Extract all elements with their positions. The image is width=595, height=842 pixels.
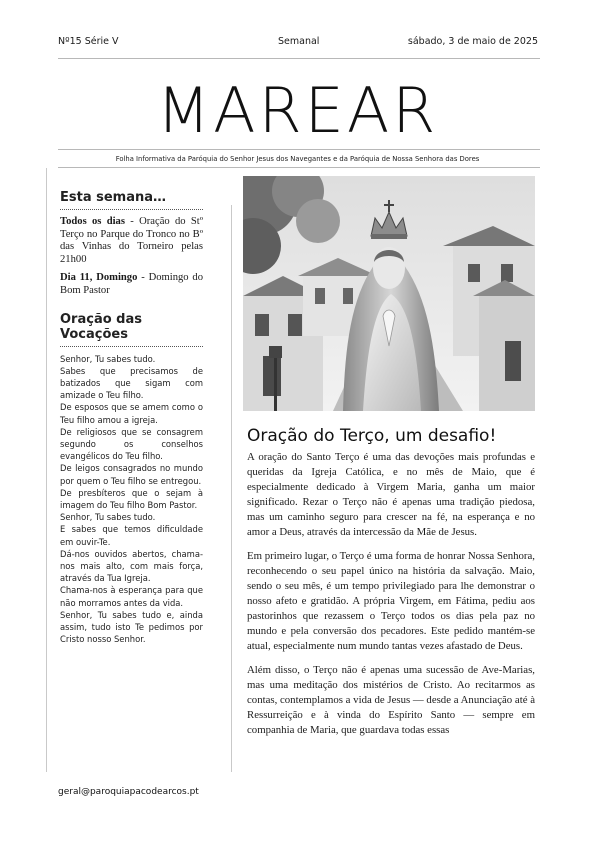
article-body xyxy=(247,450,535,747)
event-when: Todos os dias xyxy=(60,216,125,227)
prayer-line: E sabes que temos dificuldade em ouvir-Te. xyxy=(60,524,203,547)
prayer-line: De presbíteros que o sejam à imagem do Teu filho Bom Pastor. xyxy=(60,487,203,510)
event-item xyxy=(60,272,203,297)
article-paragraph: A oração do Santo Terço é uma das devoções mais profundas e queridas da Igreja Católica, e no mês de Maio, que é especialmente dedicado à Virgem Maria, ganha um maior significado. Rezar o Terço não é apenas uma tradição piedosa, mas um caminho seguro para crescer na fé, na esperança e no amor a Deus, através da intercessão da Mãe de Jesus. xyxy=(247,451,535,538)
article-title: Oração do Terço, um desafio! xyxy=(247,426,497,446)
illustration-svg xyxy=(243,176,535,411)
event-what: Domingo do Bom Pastor xyxy=(60,272,203,296)
event-what: Oração do Stº Terço no Parque do Tronco no Bº das Vinhas do Torneiro pelas 21h00 xyxy=(60,216,203,265)
issue-header xyxy=(58,36,538,50)
article-paragraph: Além disso, o Terço não é apenas uma sucessão de Ave-Marias, mas uma meditação dos mistérios de Cristo. Ao recitarmos as contas, contemplamos a vida de Jesus — desde a Anunciação até à Ressurreição e à vinda do Espírito Santo — sempre em companhia de Maria, que guardava todas essas xyxy=(247,664,535,736)
issue-date: sábado, 3 de maio de 2025 xyxy=(407,36,538,47)
masthead-subtitle: Folha Informativa da Paróquia do Senhor Jesus dos Navegantes e da Paróquia de Nossa Senhora das Dores xyxy=(115,155,480,163)
prayer-line: De leigos consagrados no mundo por quem o Teu filho se entregou. xyxy=(60,463,203,486)
issue-number: Nº15 Série V xyxy=(58,36,119,47)
sidebar xyxy=(60,190,203,645)
event-separator: - xyxy=(124,216,140,227)
prayer-line: Senhor, Tu sabes tudo. xyxy=(60,512,156,523)
article-paragraph: Em primeiro lugar, o Terço é uma forma de honrar Nossa Senhora, reconhecendo o seu papel único na história da salvação. Maio, sendo o seu mês, é um tempo privilegiado para lhe demonstrar o nosso afeto e gratidão. A própria Virgem, em Fátima, pediu aos pastorinhos que rezassem o Terço todos os dias pela paz no mundo e pela conversão dos pecadores. Este pedido mantém-se atual, especialmente num mundo tantas vezes afastado de Deus. xyxy=(247,550,535,652)
column-divider xyxy=(231,205,232,772)
prayer-line: Senhor, Tu sabes tudo. xyxy=(60,353,156,364)
header-rule xyxy=(58,58,540,59)
masthead-rule-top xyxy=(58,149,540,150)
prayer-line: Dá-nos ouvidos abertos, chama-nos mais alto, com mais força, através da Tua Igreja. xyxy=(60,548,203,584)
prayer-line: Sabes que precisamos de batizados que sigam com amizade o Teu filho. xyxy=(60,365,203,401)
publication-frequency: Semanal xyxy=(278,36,320,47)
masthead-title: MAREAR xyxy=(156,74,439,147)
left-margin-line xyxy=(46,168,47,772)
masthead-rule-bottom xyxy=(58,167,540,168)
prayer-line: Senhor, Tu sabes tudo e, ainda assim, tudo isto Te pedimos por Cristo nosso Senhor. xyxy=(60,609,203,645)
prayer-line: De esposos que se amem como o Teu filho amou a igreja. xyxy=(60,402,203,425)
virgin-mary-illustration xyxy=(243,176,535,411)
week-heading: Esta semana… xyxy=(60,190,203,210)
event-item xyxy=(60,216,203,266)
prayer-text xyxy=(60,353,203,646)
prayer-heading: Oração das Vocações xyxy=(60,312,203,347)
prayer-line: De religiosos que se consagrem segundo os conselhos evangélicos do Teu filho. xyxy=(60,426,203,462)
contact-email[interactable]: geral@paroquiapacodearcos.pt xyxy=(58,787,199,797)
prayer-line: Chama-nos à esperança para que não morramos antes da vida. xyxy=(60,585,203,608)
event-when: Dia 11, Domingo xyxy=(60,272,138,284)
event-separator: - xyxy=(137,272,149,284)
